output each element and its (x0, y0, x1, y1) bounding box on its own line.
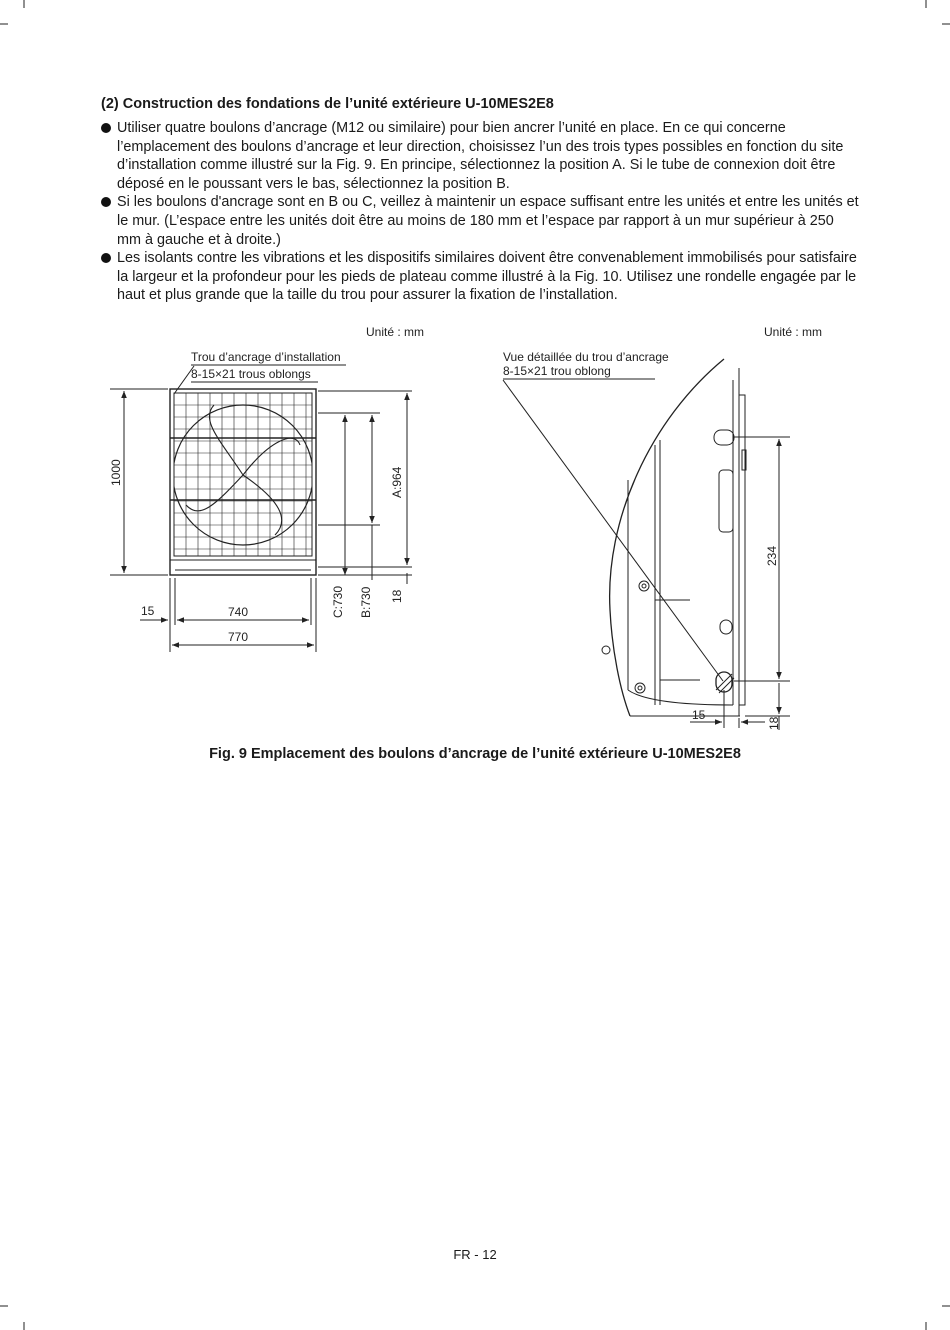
right-detail-view (503, 325, 822, 730)
dim-234-label: 234 (765, 545, 779, 566)
page-number: FR - 12 (453, 1247, 497, 1262)
dim-15-right-label: 15 (692, 708, 706, 722)
left-callout-line1: Trou d’ancrage d’installation (191, 350, 341, 364)
fan-icon (173, 405, 313, 545)
left-front-view (109, 325, 424, 652)
dim-b-label: B:730 (359, 586, 373, 618)
section-heading: (2) Construction des fondations de l’unité extérieure U-10MES2E8 (101, 96, 554, 112)
bullet-text: Utiliser quatre boulons d’ancrage (M12 ou similaire) pour bien ancrer l’unité en place. En ce qui concerne l’emplacement des boulons d’ancrage et leur direction, choisissez l’un des trois types possibles en fonction du site d’installation comme illustré sur la Fig. 9. En principe, sélectionnez la position A. Si le tube de connexion doit être déposé en le poussant vers le bas, sélectionnez la position B. (117, 120, 844, 192)
left-callout-line2: 8-15×21 trous oblongs (191, 367, 311, 381)
dim-height-label: 1000 (109, 459, 123, 486)
figure-caption: Fig. 9 Emplacement des boulons d’ancrage de l’unité extérieure U-10MES2E8 (209, 746, 741, 762)
dim-c-label: C:730 (331, 585, 345, 618)
right-callout-line1: Vue détaillée du trou d’ancrage (503, 350, 669, 364)
dim-18-label: 18 (390, 589, 404, 603)
bullet-text: Les isolants contre les vibrations et les dispositifs similaires doivent être convenablement immobilisés pour satisfaire la largeur et la profondeur pour les pieds de plateau comme illustré à la Fig. 10. Utilisez une rondelle engagée par le haut et plus grande que la taille du trou pour assurer la fixation de l’installation. (117, 250, 857, 304)
right-callout-line2: 8-15×21 trou oblong (503, 364, 611, 378)
right-unit-label: Unité : mm (764, 325, 823, 339)
dim-a-label: A:964 (390, 466, 404, 498)
dim-15-label: 15 (141, 604, 155, 618)
dim-770-label: 770 (228, 630, 249, 644)
bullet-text: Si les boulons d'ancrage sont en B ou C, veillez à maintenir un espace suffisant entre les unités et entre les unités et le mur. (L’espace entre les unités doit être au moins de 180 mm et l’espace par rapport à un mur supérieur à 250 mm à gauche et à droite.) (117, 194, 859, 248)
dim-18-right-label: 18 (767, 716, 781, 730)
left-unit-label: Unité : mm (366, 325, 425, 339)
dim-740-label: 740 (228, 605, 249, 619)
